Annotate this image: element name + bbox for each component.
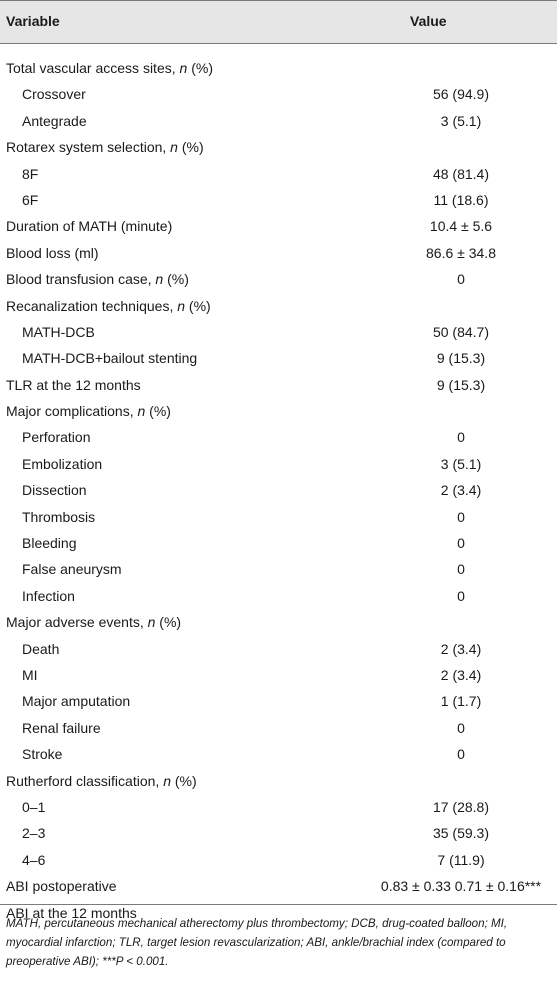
table-row (0, 425, 557, 451)
row-value: 50 (84.7) (432, 323, 490, 340)
row-value: 10.4 ± 5.6 (429, 218, 493, 235)
row-label-italic: n (155, 271, 164, 288)
row-label-text: Blood loss (ml) (6, 244, 99, 261)
table-row (0, 56, 557, 82)
row-label (22, 693, 130, 709)
row-label-text: Perforation (22, 429, 91, 446)
row-label-text: Stroke (22, 746, 63, 763)
table-row (0, 399, 557, 425)
row-value: 56 (94.9) (432, 86, 490, 103)
row-label (22, 799, 45, 815)
row-value: 86.6 ± 34.8 (426, 244, 496, 261)
row-label-text: Duration of MATH (minute) (6, 218, 173, 235)
row-label (22, 667, 38, 683)
row-label-text: Major adverse events, (6, 614, 148, 631)
table-row (0, 452, 557, 478)
table-row (0, 637, 557, 663)
table-row (0, 557, 557, 583)
table-row (0, 584, 557, 610)
row-label-text: 2–3 (22, 825, 46, 842)
row-label-suffix: (%) (170, 772, 197, 789)
row-value: 3 (5.1) (440, 455, 482, 472)
row-value: 0 (457, 746, 465, 763)
row-label (6, 773, 197, 789)
row-label-text: Major amputation (22, 693, 131, 710)
row-label-text: Bleeding (22, 535, 77, 552)
table-row (0, 162, 557, 188)
row-label-suffix: (%) (155, 614, 182, 631)
row-value: 0 (457, 719, 465, 736)
row-value: 9 (15.3) (436, 350, 486, 367)
table-row (0, 109, 557, 135)
row-label-suffix: (%) (163, 271, 189, 288)
table-row (0, 320, 557, 346)
row-value: 0 (457, 508, 465, 525)
row-label-text: 8F (22, 165, 39, 182)
row-label-text: Thrombosis (22, 508, 96, 525)
table-row (0, 663, 557, 689)
row-label-italic: n (147, 614, 156, 631)
row-label (6, 245, 99, 261)
row-label-text: TLR at the 12 months (6, 376, 141, 393)
row-label-text: Dissection (22, 482, 87, 499)
row-label-suffix: (%) (177, 139, 204, 156)
table-row (0, 82, 557, 108)
row-label (6, 614, 181, 630)
row-label (6, 60, 213, 76)
table-row (0, 742, 557, 768)
row-value: 0 (457, 561, 465, 578)
row-label (22, 535, 77, 551)
row-label (22, 429, 90, 445)
row-label (22, 588, 75, 604)
table-row (0, 531, 557, 557)
table-row (0, 821, 557, 847)
table-row (0, 188, 557, 214)
row-value: 1 (1.7) (440, 693, 482, 710)
row-label (22, 509, 95, 525)
row-label-text: Major complications, (6, 403, 138, 420)
row-value: 0 (457, 429, 465, 446)
row-label-text: MATH-DCB+bailout stenting (22, 350, 198, 367)
table-row (0, 373, 557, 399)
header-variable: Variable (6, 13, 60, 29)
table-row (0, 267, 557, 293)
table-row (0, 874, 557, 900)
row-label (22, 852, 45, 868)
row-label (22, 113, 87, 129)
row-label (22, 324, 95, 340)
row-label-text: Total vascular access sites, (6, 60, 180, 76)
row-label-text: Rotarex system selection, (6, 139, 171, 156)
table-row (0, 716, 557, 742)
table-divider (0, 904, 557, 905)
row-label (22, 456, 102, 472)
row-label (6, 139, 204, 155)
table-row (0, 478, 557, 504)
row-value: 0.83 ± 0.33 0.71 ± 0.16*** (380, 878, 542, 895)
row-label (6, 298, 211, 314)
row-value: 2 (3.4) (440, 482, 482, 499)
row-label-italic: n (179, 60, 188, 76)
row-label-text: 4–6 (22, 851, 46, 868)
row-label-text: False aneurysm (22, 561, 122, 578)
row-label-text: ABI postoperative (6, 878, 117, 895)
row-label-text: MI (22, 666, 38, 683)
row-label-text: Crossover (22, 86, 86, 103)
row-label (6, 403, 171, 419)
row-label (22, 746, 62, 762)
row-value: 2 (3.4) (440, 640, 482, 657)
row-value: 35 (59.3) (432, 825, 490, 842)
row-label-text: Renal failure (22, 719, 101, 736)
row-value: 9 (15.3) (436, 376, 486, 393)
row-label (22, 86, 86, 102)
table-row (0, 505, 557, 531)
row-value: 11 (18.6) (433, 191, 489, 208)
row-value: 2 (3.4) (440, 666, 482, 683)
row-label (22, 192, 38, 208)
row-label-text: Infection (22, 587, 75, 604)
table-row (0, 610, 557, 636)
row-label-text: Blood transfusion case, (6, 271, 156, 288)
row-value: 3 (5.1) (440, 112, 482, 129)
table-row (0, 795, 557, 821)
table-row (0, 294, 557, 320)
row-label-italic: n (177, 297, 186, 314)
table-row (0, 689, 557, 715)
row-label (22, 825, 45, 841)
row-label-suffix: (%) (185, 297, 211, 314)
row-label-text: 0–1 (22, 798, 46, 815)
table-header (0, 0, 557, 44)
row-label-text: MATH-DCB (22, 323, 95, 340)
row-label (22, 166, 38, 182)
table-row (0, 241, 557, 267)
row-value: 48 (81.4) (432, 165, 490, 182)
row-label-text: ABI at the 12 months (6, 904, 137, 921)
row-label (22, 350, 197, 366)
table-footnote: MATH, percutaneous mechanical atherectomy plus thrombectomy; DCB, drug-coated balloon; MI, myocardial infarction; TLR, target lesion revascularization; ABI, ankle/brachial index (compared to preoperative ABI); ***P < 0.001. (6, 917, 508, 968)
row-label-text: Rutherford classification, (6, 772, 164, 789)
row-label-text: 6F (22, 191, 39, 208)
row-label-italic: n (170, 139, 178, 156)
row-label (6, 218, 172, 234)
row-value: 0 (457, 271, 465, 288)
row-label-text: Antegrade (22, 112, 87, 129)
row-label (6, 878, 117, 894)
row-label (22, 482, 87, 498)
row-label-text: Embolization (22, 455, 103, 472)
row-label-suffix: (%) (145, 403, 171, 420)
table-row (0, 769, 557, 795)
row-value: 17 (28.8) (432, 798, 490, 815)
header-value: Value (410, 13, 447, 29)
table-row (0, 848, 557, 874)
row-value: 0 (457, 535, 465, 552)
row-label-suffix: (%) (187, 60, 213, 76)
row-label (22, 641, 59, 657)
row-label-text: Death (22, 640, 60, 657)
row-label (6, 271, 189, 287)
row-label-text: Recanalization techniques, (6, 297, 178, 314)
table-row (0, 135, 557, 161)
table-row (0, 214, 557, 240)
table-body (0, 56, 557, 927)
row-value: 7 (11.9) (437, 851, 485, 868)
row-value: 0 (457, 587, 465, 604)
row-label (22, 561, 122, 577)
row-label-italic: n (137, 403, 146, 420)
row-label (22, 720, 101, 736)
row-label-italic: n (163, 772, 171, 789)
table-row (0, 346, 557, 372)
row-label (6, 377, 141, 393)
